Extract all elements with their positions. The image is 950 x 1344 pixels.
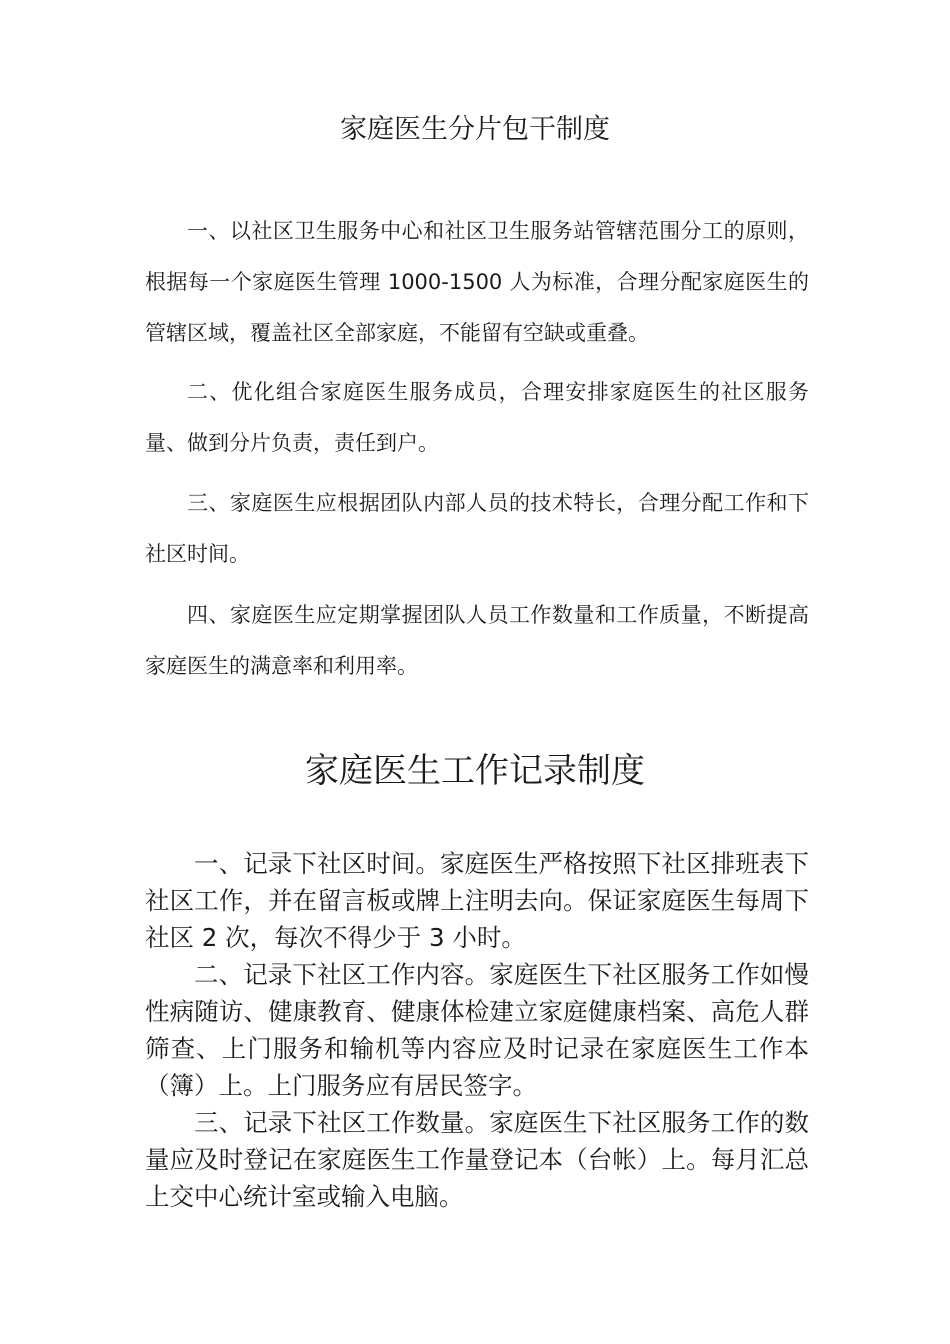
paragraph: 三、家庭医生应根据团队内部人员的技术特长，合理分配工作和下社区时间。 (145, 491, 809, 566)
section-title: 家庭医生工作记录制度 (305, 751, 645, 791)
paragraph: 一、记录下社区时间。家庭医生严格按照下社区排班表下社区工作，并在留言板或牌上注明去向。保证家庭医生每周下社区 2 次，每次不得少于 3 小时。 (145, 849, 809, 952)
paragraph: 一、以社区卫生服务中心和社区卫生服务站管辖范围分工的原则，根据每一个家庭医生管理 1000-1500 人为标准，合理分配家庭医生的管辖区域，覆盖社区全部家庭，不能留有空缺或重叠。 (145, 219, 809, 345)
section-title: 家庭医生分片包干制度 (340, 114, 610, 145)
paragraph: 二、优化组合家庭医生服务成员，合理安排家庭医生的社区服务量、做到分片负责，责任到户。 (145, 380, 809, 455)
paragraph: 四、家庭医生应定期掌握团队人员工作数量和工作质量，不断提高家庭医生的满意率和利用率。 (145, 603, 809, 678)
paragraph: 二、记录下社区工作内容。家庭医生下社区服务工作如慢性病随访、健康教育、健康体检建立家庭健康档案、高危人群筛查、上门服务和输机等内容应及时记录在家庭医生工作本（簿）上。上门服务应有居民签字。 (145, 960, 809, 1100)
paragraph: 三、记录下社区工作数量。家庭医生下社区服务工作的数量应及时登记在家庭医生工作量登记本（台帐）上。每月汇总上交中心统计室或输入电脑。 (145, 1108, 809, 1211)
